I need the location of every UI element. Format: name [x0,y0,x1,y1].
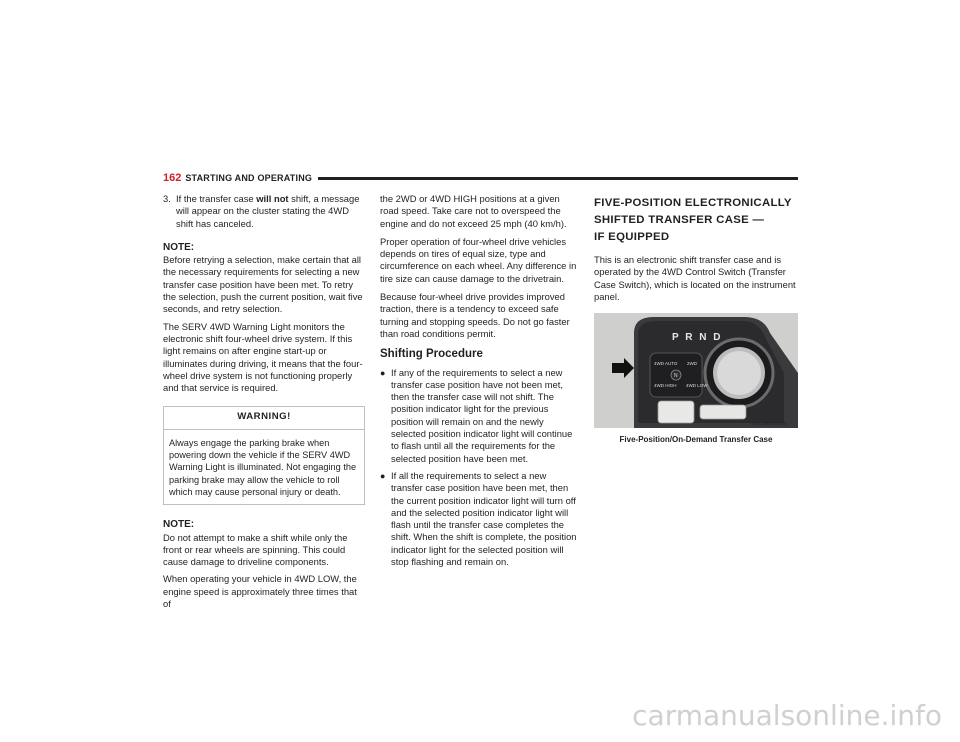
bullet-icon: ● [380,367,386,378]
note-text: Before retrying a selection, make certain that all the necessary requirements for selecting a new transfer case position have been met. To retry the selection, push the current position, wait five seconds, and retry selection. [163,254,363,315]
heading-line-1: FIVE-POSITION ELECTRONICALLY [594,197,792,209]
bullet-item [380,470,580,568]
warning-box [163,406,365,505]
note-text-2: Do not attempt to make a shift while only the front or rear wheels are spinning. This could cause damage to driveline components. [163,531,348,568]
list-item-3 [163,193,365,230]
item-text-bold: will not [256,193,289,204]
figure-caption: Five-Position/On-Demand Transfer Case [619,435,773,445]
section-heading [594,195,798,246]
item-text-pre: If the transfer case [176,193,257,204]
serv-paragraph: The SERV 4WD Warning Light monitors the electronic shift four-wheel drive system. If this light remains on after engine start-up or illuminates during driving, it means that the four-wheel drive system is not functioning properly and that service is required. [163,320,363,394]
tires-paragraph: Proper operation of four-wheel drive vehicles depends on tires of equal size, type and circumference on each wheel. Any difference in tire size can cause damage to the drivetrain. [380,235,577,284]
item-text-post: shift, a message will appear on the cluster stating the 4WD shift has canceled. [176,193,360,229]
heading-line-2: SHIFTED TRANSFER CASE — [594,214,765,226]
item-number: 3. [163,193,171,204]
section-title: STARTING AND OPERATING [185,173,313,183]
page-number: 162 [163,172,182,184]
watermark: carmanualsonline.info [632,699,942,732]
transfer-case-switch-illustration [594,313,798,428]
item-text [176,193,365,230]
page-header [163,172,798,184]
bullet-text: If any of the requirements to select a new transfer case position have not been met, then the transfer case will not shift. The position indicator light for the previous position will remain on and the newly selected position indicator light will continue to flash until all the requirements for the selected position have been met. [391,366,573,464]
heading-line-3: IF EQUIPPED [594,231,670,243]
column-left [163,193,365,616]
continued-paragraph: the 2WD or 4WD HIGH positions at a given road speed. Take care not to overspeed the engine and do not exceed 25 mph (40 km/h). [380,193,567,229]
bullet-icon: ● [380,470,386,481]
button-2wd: 2WD [687,361,697,367]
column-right [594,193,798,446]
warning-text: Always engage the parking brake when powering down the vehicle if the SERV 4WD Warning Light is illuminated. Not engaging the parking brake may allow the vehicle to roll which may cause personal injury or death. [169,437,357,497]
figure-code: A0612000070US [752,421,787,427]
note-label-2: NOTE: [163,519,195,531]
note-label: NOTE: [163,241,195,253]
button-4wd-high: 4WD HIGH [654,383,677,389]
shifting-procedure-heading: Shifting Procedure [380,348,483,361]
transfer-case-switch-figure [594,313,798,428]
bullet-text: If all the requirements to select a new transfer case position have been met, then the current position indicator light will turn off and the selected position indicator light will flash until the transfer case completes the shift. When the shift is complete, the position indicator light for the selected position will stop flashing and remain on. [391,469,577,568]
button-4wd-low: 4WD LOW [686,383,708,389]
intro-paragraph: This is an electronic shift transfer case and is operated by the 4WD Control Switch (Transfer Case Switch), which is located on the instrument panel. [594,254,796,302]
column-middle [380,193,580,573]
button-4wd-auto: 4WD AUTO [654,361,678,367]
traction-paragraph: Because four-wheel drive provides improved traction, there is a tendency to exceed safe turning and stopping speeds. Do not go faster than road conditions permit. [380,291,570,339]
low-paragraph: When operating your vehicle in 4WD LOW, the engine speed is approximately three times that of [163,573,357,610]
header-rule [318,177,798,180]
gear-letters: P R N D [672,332,723,344]
button-n: N [674,373,678,380]
warning-title: WARNING! [164,407,364,429]
bullet-item [380,367,580,465]
